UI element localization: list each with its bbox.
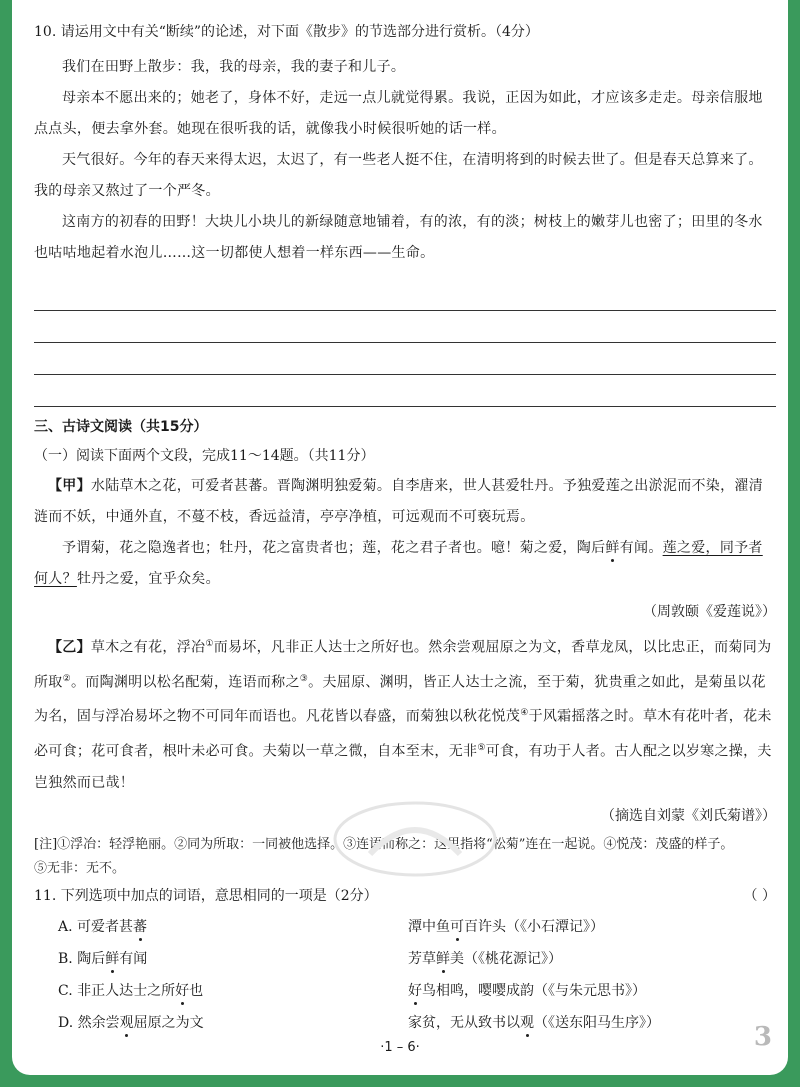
- answer-line[interactable]: [34, 311, 776, 343]
- option-text: 百许头（《小石潭记》）: [464, 918, 604, 935]
- passage-yi-text-2b: 非正人达士之所好也。然余尝观屈原之为文，香草龙凤，以比忠正，而菊同为所取: [34, 639, 772, 691]
- underlined-sentence: 莲之爱，同予者何人？: [34, 540, 763, 587]
- dotted-character: 鲜: [105, 950, 120, 967]
- dotted-character: 蕃: [133, 918, 148, 935]
- passage-jia-text-1: 水陆草木之花，可爱者甚蕃。晋陶渊明独爱菊。自李唐来，世人甚爱牡丹。予独爱莲之出淤泥而不染，濯清涟而不妖，中通外直，不蔓不枝，香远益清，亭亭净植，可远观而不可亵玩焉。: [34, 478, 764, 525]
- passage-paragraph-3: 天气很好。今年的春天来得太迟，太迟了，有一些老人挺不住，在清明将到的时候去世了。但是春天总算来了。我的母亲又熬过了一个严冬。: [34, 152, 763, 199]
- passage-yi-text-4: 。夫屈原、渊明，皆正人达士之流，至于菊，犹贵重之如此，是菊虽以花为名，固与浮冶易坏之物不可同年而语也。凡花皆以春盛，而菊独以秋花悦茂: [34, 674, 766, 725]
- answer-bracket[interactable]: （ ）: [743, 887, 776, 904]
- answer-line[interactable]: [34, 343, 776, 375]
- content: [34, 22, 776, 1039]
- option-c[interactable]: [34, 975, 776, 1007]
- option-text: 有闻: [119, 950, 148, 967]
- footnote-marker: ③: [299, 673, 309, 684]
- passage-jia-tag: 【甲】: [48, 478, 91, 494]
- option-text: 芳草: [408, 950, 436, 967]
- footnote-marker: ④: [520, 708, 529, 719]
- option-text: 美（《桃花源记》）: [450, 950, 562, 967]
- section-instructions: （一）阅读下面两个文段，完成11～14题。（共11分）: [34, 448, 375, 464]
- question-10-title: 10. 请运用文中有关“断续”的论述，对下面《散步》的节选部分进行赏析。（4分）: [34, 24, 539, 40]
- option-text: 屈原之为文: [133, 1014, 204, 1031]
- passage-yi-paragraph: [34, 629, 776, 799]
- passage-yi-text-6: 可食，有功于人者。古人配之以岁寒之操，夫岂独然而已哉！: [34, 743, 772, 791]
- passage-jia-paragraph-2: [34, 533, 776, 595]
- dotted-character: 好: [175, 982, 190, 999]
- option-c-left: [34, 975, 408, 1007]
- footnote-marker: ⑤: [477, 742, 486, 753]
- option-b-right: [408, 943, 776, 975]
- question-11: [34, 881, 776, 911]
- passage-yi-source: （摘选自刘蒙《刘氏菊谱》）: [601, 807, 776, 824]
- option-d[interactable]: [34, 1007, 776, 1039]
- dotted-character: 观: [520, 1014, 534, 1031]
- notes-line-2: ⑤无非：无不。: [34, 860, 126, 876]
- passage-paragraph-4: 这南方的初春的田野！大块儿小块儿的新绿随意地铺着，有的浓，有的淡；树枝上的嫩芽儿也密了；田里的冬水也咕咕地起着水泡儿……这一切都使人想着一样东西——生命。: [34, 214, 763, 261]
- option-d-left: [34, 1007, 408, 1039]
- option-a[interactable]: [34, 911, 776, 943]
- dotted-character: 鲜: [605, 540, 620, 556]
- footnote-marker: ②: [62, 673, 71, 684]
- page-sheet: [12, 0, 788, 1075]
- option-text: 潭中鱼: [408, 918, 450, 935]
- option-d-right: [408, 1007, 776, 1039]
- page-number: ·1 – 6·: [380, 1040, 420, 1055]
- option-text: 家贫，无从致书以: [408, 1014, 520, 1031]
- passage-yi-tag: 【乙】: [48, 639, 91, 656]
- passage-jia-text-2a: 予谓菊，花之隐逸者也；牡丹，花之富贵者也；莲，花之君子者也。噫！菊之爱，陶后: [62, 540, 606, 556]
- passage-yi-text-5: 于风霜摇落之时。草木有花叶者，花未必可食；花可食者，根叶未必可食。夫菊以一草之微，自本至末，无非: [34, 708, 772, 760]
- option-a-right: [408, 911, 776, 943]
- dotted-character: 鲜: [436, 950, 450, 967]
- dotted-character: 观: [119, 1014, 134, 1031]
- dotted-character: 好: [408, 982, 422, 999]
- answer-line[interactable]: [34, 375, 776, 407]
- option-b-left: [34, 943, 408, 975]
- question-11-title: 11. 下列选项中加点的词语，意思相同的一项是（2分）: [34, 887, 378, 904]
- passage-jia-source: （周敦颐《爱莲说》）: [643, 604, 776, 620]
- option-text: C. 非正人达士之所: [58, 982, 176, 999]
- passage-yi-text-2: 而易坏，凡: [213, 639, 286, 656]
- option-text: A. 可爱者甚: [58, 918, 134, 935]
- option-c-right: [408, 975, 776, 1007]
- answer-lines[interactable]: [34, 279, 776, 407]
- corner-number: 3: [753, 1022, 772, 1052]
- answer-line[interactable]: [34, 279, 776, 311]
- passage-yi-text-1: 草木之有花，浮冶: [90, 639, 206, 656]
- option-text: 也: [189, 982, 204, 999]
- passage-paragraph-1: 我们在田野上散步：我，我的母亲，我的妻子和儿子。: [62, 59, 406, 75]
- passage-jia-paragraph-1: [34, 471, 776, 533]
- notes-line-1: [注]①浮冶：轻浮艳丽。②同为所取：一同被他选择。③连语而称之：这里指将“松菊”连在一起说。④悦茂：茂盛的样子。: [34, 836, 734, 852]
- passage-jia-text-2b: 有闻。: [619, 540, 663, 556]
- passage-yi-text-3: 。而陶渊明以松名配菊，连语而称之: [70, 674, 300, 691]
- option-text: D. 然余尝: [58, 1014, 120, 1031]
- dotted-character: 可: [450, 918, 464, 935]
- option-text: B. 陶后: [58, 950, 106, 967]
- footnote-marker: ①: [205, 639, 214, 649]
- section-heading: 三、古诗文阅读（共15分）: [34, 419, 208, 435]
- option-text: （《送东阳马生序》）: [534, 1014, 660, 1031]
- option-b[interactable]: [34, 943, 776, 975]
- option-a-left: [34, 911, 408, 943]
- option-text: 鸟相鸣，嘤嘤成韵（《与朱元思书》）: [422, 982, 646, 999]
- passage-paragraph-2: 母亲本不愿出来的；她老了，身体不好，走远一点儿就觉得累。我说，正因为如此，才应该多走走。母亲信服地点点头，便去拿外套。她现在很听我的话，就像我小时候很听她的话一样。: [34, 90, 763, 137]
- passage-jia-text-2c: 牡丹之爱，宜乎众矣。: [76, 571, 220, 587]
